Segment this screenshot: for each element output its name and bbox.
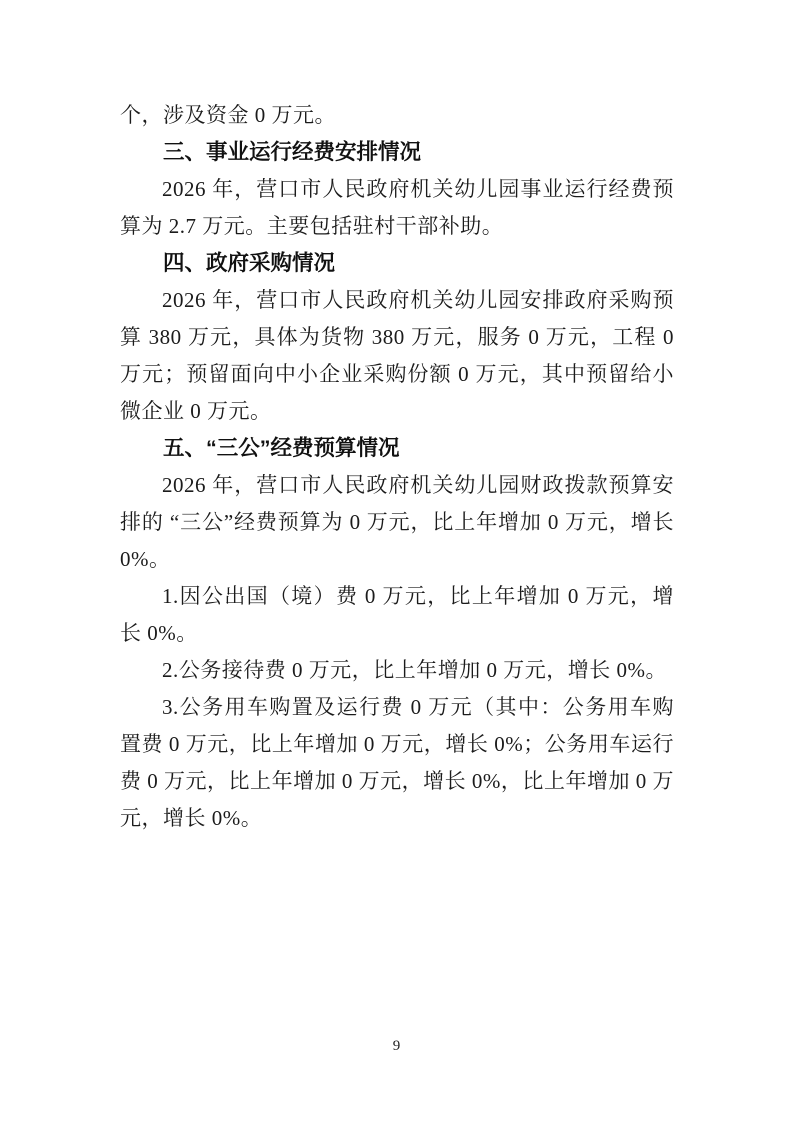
section-heading-government-procurement: 四、政府采购情况 <box>163 251 336 275</box>
page-number: 9 <box>392 1038 401 1054</box>
paragraph-item-1-overseas-travel: 1.因公出国（境）费 0 万元，比上年增加 0 万元，增长 0%。 <box>120 584 674 645</box>
paragraph-operating-expenses: 2026 年，营口市人民政府机关幼儿园事业运行经费预算为 2.7 万元。主要包括驻村干部补助。 <box>120 177 674 238</box>
section-heading-three-public-expenses: 五、“三公”经费预算情况 <box>163 436 400 460</box>
section-heading-operating-expenses: 三、事业运行经费安排情况 <box>163 140 422 164</box>
paragraph-government-procurement: 2026 年，营口市人民政府机关幼儿园安排政府采购预算 380 万元，具体为货物 380 万元，服务 0 万元，工程 0 万元；预留面向中小企业采购份额 0 万元，其中预留给小微企业 0 万元。 <box>120 288 674 423</box>
paragraph-continuation: 个，涉及资金 0 万元。 <box>120 103 336 127</box>
paragraph-item-3-official-vehicles: 3.公务用车购置及运行费 0 万元（其中：公务用车购置费 0 万元，比上年增加 0 万元，增长 0%；公务用车运行费 0 万元，比上年增加 0 万元，增长 0%，比上年增加 0 万元，增长 0%。 <box>120 695 674 830</box>
paragraph-item-2-official-reception: 2.公务接待费 0 万元，比上年增加 0 万元，增长 0%。 <box>162 658 667 682</box>
document-content <box>120 97 674 837</box>
paragraph-three-public-overview: 2026 年，营口市人民政府机关幼儿园财政拨款预算安排的 “三公”经费预算为 0 万元，比上年增加 0 万元，增长 0%。 <box>120 473 674 571</box>
